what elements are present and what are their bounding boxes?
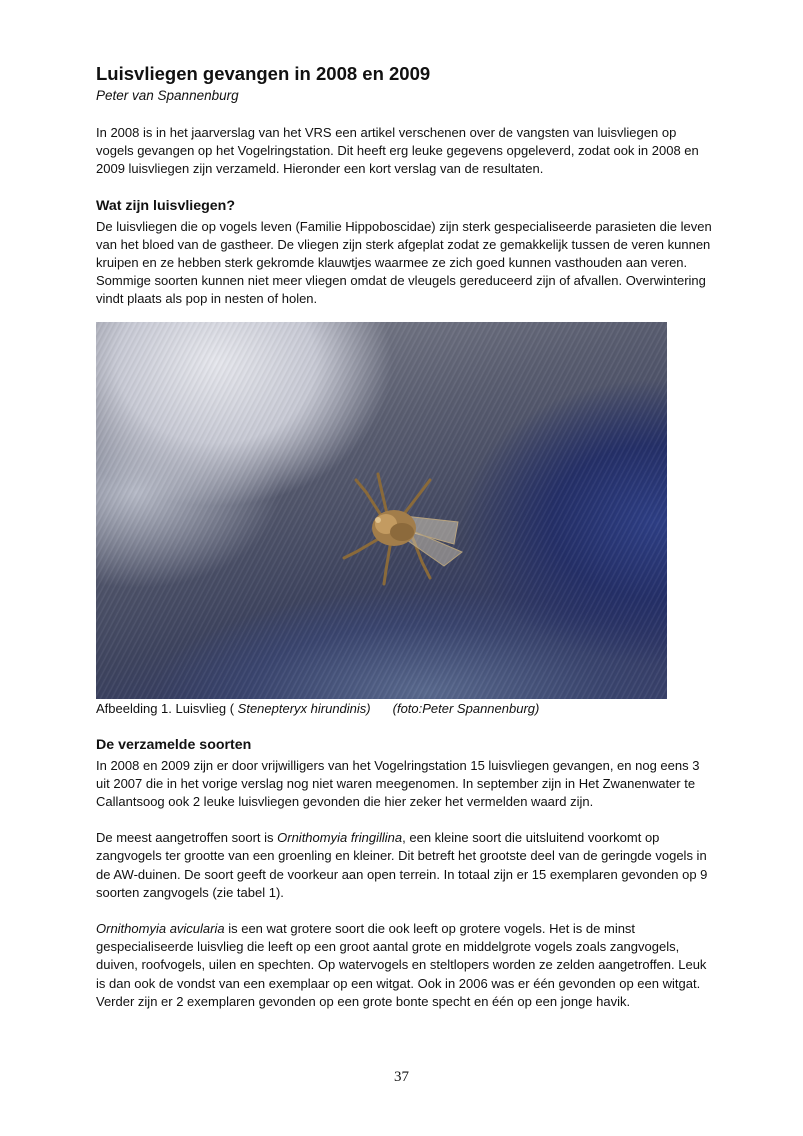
species-ornithomyia-fringillina: Ornithomyia fringillina: [277, 830, 403, 846]
intro-paragraph: In 2008 is in het jaarverslag van het VRS een artikel verschenen over de vangsten van luisvliegen op vogels gevangen op het Vogelringstation. Dit heeft erg leuke gegevens opgeleverd, zodat ook in 2008 en 2009 luisvliegen zijn verzameld. Hieronder een kort verslag van de resultaten.: [96, 125, 699, 177]
caption-prefix: Afbeelding 1. Luisvlieg (: [96, 700, 238, 716]
section2-paragraph-2: [96, 829, 716, 902]
figure-caption: [96, 700, 716, 718]
section-heading-wat-zijn-luisvliegen: Wat zijn luisvliegen?: [96, 197, 235, 214]
photo-louse-fly-on-feathers: [96, 322, 667, 699]
article-title: Luisvliegen gevangen in 2008 en 2009: [96, 63, 431, 84]
p2-text-after: , een kleine soort die uitsluitend voorkomt op zangvogels ter grootte van een groenling en kleiner. Dit betreft het grootste deel van de geringde vogels in de AW-duinen. De soort geeft de voorkeur aan open terrein. In totaal zijn er 15 exemplaren gevonden op 9 soorten zangvogels (zie tabel 1).: [96, 830, 708, 900]
section-heading-verzamelde-soorten: De verzamelde soorten: [96, 736, 252, 753]
caption-species: Stenepteryx hirundinis): [237, 700, 371, 716]
article: [96, 62, 716, 1011]
species-ornithomyia-avicularia: Ornithomyia avicularia: [96, 921, 225, 937]
article-author: Peter van Spannenburg: [96, 88, 239, 103]
section1-paragraph: De luisvliegen die op vogels leven (Familie Hippoboscidae) zijn sterk gespecialiseerde parasieten die leven van het bloed van de gastheer. De vliegen zijn sterk afgeplat zodat ze gemakkelijk tussen de veren kunnen kruipen en ze hebben sterk gekromde klauwtjes waarmee ze zich goed kunnen vasthouden aan veren. Sommige soorten kunnen niet meer vliegen omdat de vleugels gereduceerd zijn of afvallen. Overwintering vindt plaats als pop in nesten of holen.: [96, 218, 712, 307]
p3-text-after: is een wat grotere soort die ook leeft op grotere vogels. Het is de minst gespecialiseerde luisvlieg die leeft op een groot aantal grote en middelgrote vogels zoals zangvogels, duiven, roofvogels, uilen en spechten. Op watervogels en steltlopers worden ze zelden aangetroffen. Leuk is dan ook de vondst van een exemplaar op een witgat. Ook in 2006 was er één gevonden op een witgat. Verder zijn er 2 exemplaren gevonden op een grote bonte specht en één op een jonge havik.: [96, 921, 707, 1009]
louse-fly-illustration: [326, 470, 476, 590]
section2-paragraph-1: In 2008 en 2009 zijn er door vrijwilligers van het Vogelringstation 15 luisvliegen gevangen, en nog eens 3 uit 2007 die in het vorige verslag nog niet waren meegenomen. In september zijn in Het Zwanenwater te Callantsoog ook 2 leuke luisvliegen gevonden die hier zeker het vermelden waard zijn.: [96, 757, 700, 810]
section2-paragraph-3: [96, 920, 716, 1011]
p2-text-before: De meest aangetroffen soort is: [96, 830, 278, 846]
caption-photo-credit: (foto:Peter Spannenburg): [392, 700, 540, 716]
page-number: 37: [394, 1069, 409, 1085]
